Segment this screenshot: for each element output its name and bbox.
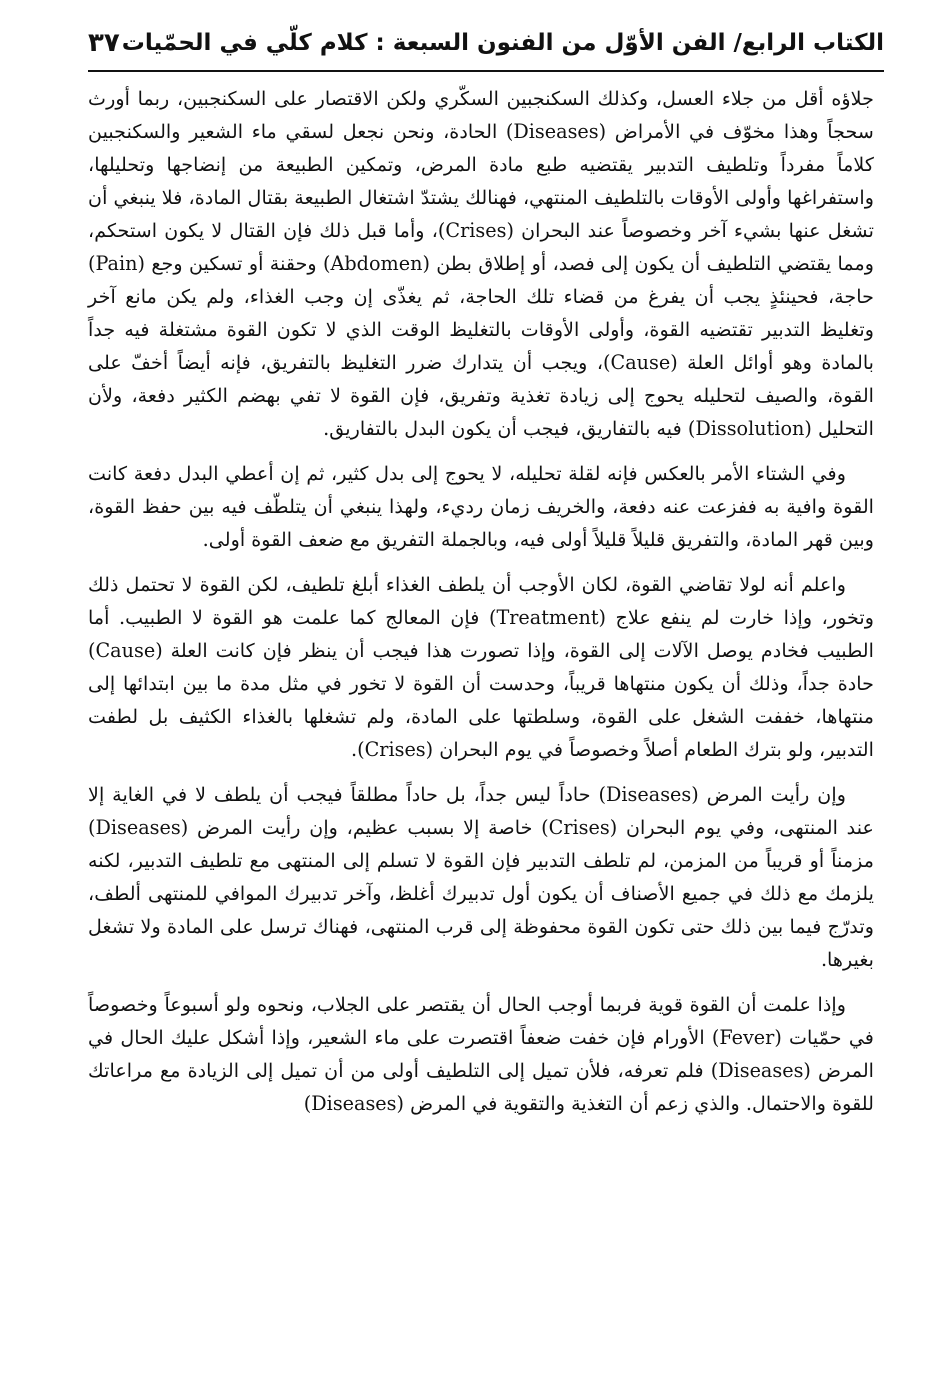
paragraph-4: وإن رأيت المرض (Diseases) حاداً ليس جداً، بل حاداً مطلقاً فيجب أن يلطف لا في الغاية إلا عند المنتهى، وفي يوم البحران (Crises) خاصة إلا بسبب عظيم، وإن رأيت المرض (Diseases) مزمناً أو قريباً من المزمن، لم تلطف التدبير فإن القوة لا تسلم إلى المنتهى مع تلطيف التدبير، لكنه يلزمك مع ذلك في جميع الأصناف أن يكون أول تدبيرك أغلظ، وآخر تدبيرك الموافي للمنتهى ألطف، وتدرّج فيما بين ذلك حتى تكون القوة محفوظة إلى قرب المنتهى، فهناك ترسل على المادة ولا تشغل بغيرها.: [88, 783, 874, 971]
body-text: [88, 82, 874, 1132]
running-title: الكتاب الرابع/ الفن الأوّل من الفنون السبعة : كلام كلّي في الحمّيات: [121, 30, 884, 56]
paragraph-2: وفي الشتاء الأمر بالعكس فإنه لقلة تحليله، لا يحوج إلى بدل كثير، ثم إن أعطي البدل دفعة كانت القوة وافية به ففزعت عنه دفعة، والخريف زمان رديء، ولهذا ينبغي أن يتلطّف فيه بين حفظ القوة، وبين قهر المادة، والتفريق قليلاً قليلاً أولى فيه، وبالجملة التفريق مع ضعف القوة أولى.: [88, 462, 874, 551]
header-divider: [88, 70, 884, 72]
page-number: ٣٧: [88, 28, 120, 58]
page-header: [88, 18, 884, 68]
paragraph-3: واعلم أنه لولا تقاضي القوة، لكان الأوجب أن يلطف الغذاء أبلغ تلطيف، لكن القوة لا تحتمل ذلك وتخور، وإذا خارت لم ينفع علاج (Treatment) فإن المعالج كما علمت هو القوة لا الطبيب. أما الطبيب فخادم يوصل الآلات إلى القوة، وإذا تصورت هذا فيجب أن ينظر فإن كانت العلة (Cause) حادة جداً، وذلك أن يكون منتهاها قريباً، وحدست أن القوة لا تخور في مثل مدة ما بين ابتدائها إلى منتهاها، خففت الشغل على القوة، وسلطتها على المادة، ولم تشغلها بالغذاء الكثيف بل لطفت التدبير، ولو بترك الطعام أصلاً وخصوصاً في يوم البحران (Crises).: [88, 573, 874, 761]
paragraph-1: جلاؤه أقل من جلاء العسل، وكذلك السكنجبين السكّري ولكن الاقتصار على السكنجبين، ربما أورث سحجاً وهذا مخوّف في الأمراض (Diseases) الحادة، ونحن نجعل لسقي ماء الشعير والسكنجبين كلاماً مفرداً وتلطيف التدبير يقتضيه طبع مادة المرض، وتمكين الطبيعة من إنضاجها وتحليلها، واستفراغها وأولى الأوقات بالتلطيف المنتهي، فهنالك يشتدّ اشتغال الطبيعة بقتال المادة، فلا ينبغي أن تشغل عنها بشيء آخر وخصوصاً عند البحران (Crises)، وأما قبل ذلك فإن القتال لا يكون استحكم، ومما يقتضي التلطيف أن يكون إلى فصد، أو إطلاق بطن (Abdomen) وحقنة أو تسكين وجع (Pain) حاجة، فحينئذٍ يجب أن يفرغ من قضاء تلك الحاجة، ثم يغذّى إن وجب الغذاء، ولم يكن مانع آخر وتغليظ التدبير تقتضيه القوة، وأولى الأوقات بالتغليظ الوقت الذي لا تكون القوة مشتغلة فيه جداً بالمادة وهو أوائل العلة (Cause)، ويجب أن يتدارك ضرر التغليظ بالتفريق، فإنه أيضاً أخفّ على القوة، والصيف لتحليله يحوج إلى زيادة تغذية وتفريق، فإن القوة لا تفي بهضم الكثير دفعة، ولأن التحليل (Dissolution) فيه بالتفاريق، فيجب أن يكون البدل بالتفاريق.: [88, 87, 875, 440]
paragraph-5: وإذا علمت أن القوة قوية فربما أوجب الحال أن يقتصر على الجلاب، ونحوه ولو أسبوعاً وخصوصاً في حمّيات (Fever) الأورام فإن خفت ضعفاً اقتصرت على ماء الشعير، وإذا أشكل عليك الحال في المرض (Diseases) فلم تعرفه، فلأن تميل إلى التلطيف أولى من أن تميل إلى الزيادة مع مراعاتك للقوة والاحتمال. والذي زعم أن التغذية والتقوية في المرض (Diseases): [88, 993, 874, 1115]
